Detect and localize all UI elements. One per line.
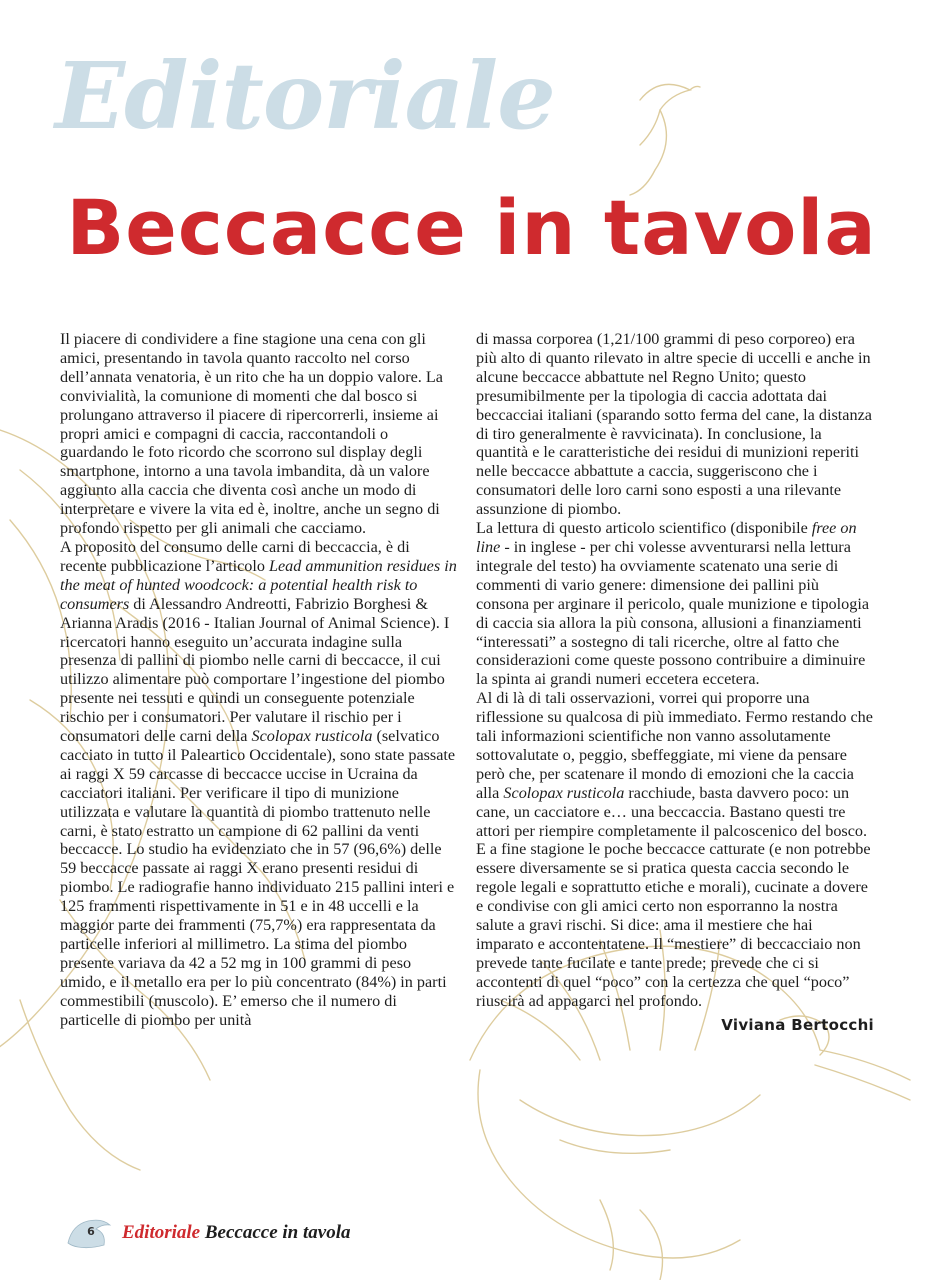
author-signature: Viviana Bertocchi: [721, 1015, 874, 1034]
article-headline: Beccacce in tavola: [66, 183, 877, 272]
page-number: 6: [87, 1225, 95, 1238]
section-label: Editoriale: [55, 42, 555, 150]
species-name: Scolopax rusticola: [503, 783, 625, 802]
species-name: Scolopax rusticola: [251, 727, 373, 746]
article-column-left: [60, 330, 460, 1030]
paragraph: Al di là di tali osservazioni, vorrei qui proporre una riflessione su qualcosa di più immediato. Fermo restando che tali informazioni scientifiche non vanno assolutamente sottovalutate o, peggio, sbeffeggiate, mi viene da pensare però che, per scatenare il mondo di emozioni che la caccia alla Scolopax rusticola racchiude, basta davvero poco: un cane, un cacciatore e… una beccaccia. Bastano questi tre attori per riempire completamente il palcoscenico del bosco. E a fine stagione le poche beccacce catturate (e non potrebbe essere diversamente se si pratica questa caccia secondo le regole legali e soprattutto etiche e morali), cucinate a dovere e condivise con gli amici certo non esporranno la nostra salute a gravi rischi. Si dice: ama il mestiere che hai imparato e accontentatene. Il “mestiere” di beccacciaio non prevede tante fucilate e tante prede; prevede che ci si accontenti di quel “poco” con la certezza che quel “poco” riuscirà ad appagarci nel profondo.: [476, 689, 873, 1010]
article-title-citation: Lead ammunition residues in the meat of hunted woodcock: a potential health risk to consumers: [60, 556, 457, 613]
article-column-right: [476, 330, 874, 1035]
footer-title: Beccacce in tavola: [204, 1222, 351, 1243]
paragraph: A proposito del consumo delle carni di beccaccia, è di recente pubblicazione l’articolo Lead ammunition residues in the meat of hunted woodcock: a potential health risk to consumers di Alessandro Andreotti, Fabrizio Borghesi & Arianna Aradis (2016 - Italian Journal of Animal Science). I ricercatori hanno eseguito un’accurata indagine sulla presenza di pallini di piombo nelle carni di beccacce, il cui utilizzo alimentare può comportare l’ingestione del piombo presente nei tessuti e quindi un conseguente potenziale rischio per i consumatori. Per valutare il rischio per i consumatori delle carni della Scolopax rusticola (selvatico cacciato in tutto il Paleartico Occidentale), sono state passate ai raggi X 59 carcasse di beccacce uccise in Ucraina da cacciatori italiani. Per verificare il tipo di munizione utilizzata e valutare la quantità di piombo trattenuto nelle carni, è stato estratto un campione di 62 pallini da venti beccacce. Lo studio ha evidenziato che in 57 (96,6%) delle 59 beccacce passate ai raggi X erano presenti residui di piombo. Le radiografie hanno individuato 215 pallini interi e 125 frammenti rispettivamente in 51 e in 48 uccelli e la maggior parte dei frammenti (75,7%) era rappresentata da particelle inferiori al millimetro. La stima del piombo presente variava da 42 a 52 mg in 100 grammi di peso umido, e il metallo era per lo più concentrato (84%) in parti commestibili (muscolo). E’ emerso che il numero di particelle di piombo per unità: [60, 537, 457, 1029]
footer-section: Editoriale: [122, 1222, 201, 1243]
emphasis: free on line: [476, 519, 857, 556]
footer-running-title: [122, 1222, 350, 1244]
paragraph: Il piacere di condividere a fine stagione una cena con gli amici, presentando in tavola quanto raccolto nel corso dell’annata venatoria, è un rito che ha un doppio valore. La convivialità, la comunione di momenti che dal bosco si prolungano attraverso il piacere di ripercorrerli, insieme ai propri amici e compagni di caccia, raccontandoli o guardando le foto ricordo che scorrono sul display degli smartphone, intorno a una tavola imbandita, dà un valore aggiunto alla caccia che diventa così anche un modo di interpretare e vivere la vita ed è, inoltre, anche un segno di profondo rispetto per gli animali che cacciamo.: [60, 330, 443, 538]
paragraph: La lettura di questo articolo scientifico (disponibile free on line - in inglese - per chi volesse avventurarsi nella lettura integrale del testo) ha ovviamente scatenato una serie di commenti di vario genere: dimensione dei pallini più consona per arginare il pericolo, quale munizione e tipologia di caccia sia allora la più consona, allusioni a finanziamenti “interessati” a sostegno di tali ricerche, oltre al fatto che considerazioni come queste possono contribuire a diminuire la spinta ai grandi numeri eccetera eccetera.: [476, 519, 870, 689]
paragraph: di massa corporea (1,21/100 grammi di peso corporeo) era più alto di quanto rilevato in altre specie di uccelli e anche in alcune beccacce abbattute nel Regno Unito; questo presumibilmente per la tipologia di caccia adottata dai beccacciai italiani (sparando sotto ferma del cane, la distanza di tiro generalmente è ravvicinata). In conclusione, la quantità e le caratteristiche dei residui di munizioni reperiti nelle beccacce abbattute a caccia, suggeriscono che i consumatori delle loro carni sono esposti a una rilevante assunzione di piombo.: [476, 330, 872, 519]
